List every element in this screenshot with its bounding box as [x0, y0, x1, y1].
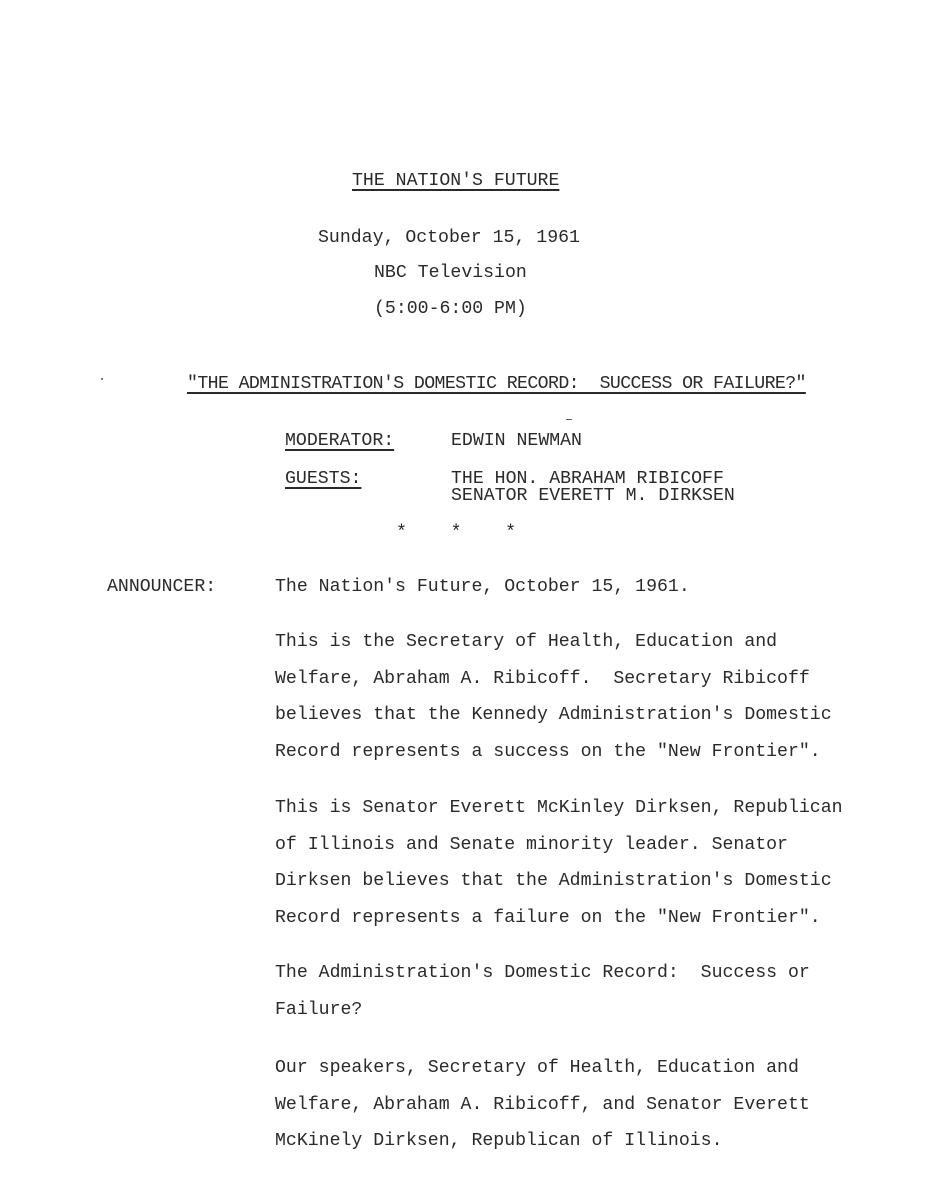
paragraph-line: Record represents a success on the "New Frontier". — [275, 741, 821, 762]
paragraph-line: Welfare, Abraham A. Ribicoff, and Senator Everett — [275, 1094, 810, 1115]
paragraph-line: Welfare, Abraham A. Ribicoff. Secretary Ribicoff — [275, 668, 810, 689]
paragraph-line: believes that the Kennedy Administration's Domestic — [275, 705, 832, 725]
broadcast-date: Sunday, October 15, 1961 — [318, 228, 580, 248]
guests-label: GUESTS: — [285, 469, 362, 489]
program-title: THE NATION'S FUTURE — [352, 171, 560, 191]
transcript-opening-line: The Nation's Future, October 15, 1961. — [275, 577, 690, 597]
moderator-label: MODERATOR: — [285, 431, 395, 451]
guest-name: THE HON. ABRAHAM RIBICOFF — [451, 469, 724, 489]
paragraph-line: The Administration's Domestic Record: Success or — [275, 963, 810, 983]
paragraph-line: This is Senator Everett McKinley Dirksen, Republican — [275, 798, 843, 818]
speaker-label: ANNOUNCER: — [107, 577, 217, 597]
transcript-paragraph — [275, 955, 875, 1028]
guest-name: SENATOR EVERETT M. DIRKSEN — [451, 486, 735, 506]
episode-topic: "THE ADMINISTRATION'S DOMESTIC RECORD: SUCCESS OR FAILURE?" — [187, 374, 806, 394]
paragraph-line: Our speakers, Secretary of Health, Education and — [275, 1058, 799, 1078]
transcript-paragraph — [275, 790, 875, 936]
paragraph-line: McKinely Dirksen, Republican of Illinois. — [275, 1131, 723, 1151]
paragraph-line: Dirksen believes that the Administration's Domestic — [275, 871, 832, 891]
paragraph-line: Record represents a failure on the "New Frontier". — [275, 907, 821, 928]
paragraph-line: of Illinois and Senate minority leader. Senator — [275, 834, 788, 855]
transcript-paragraph — [275, 624, 875, 770]
transcript-paragraph — [275, 1050, 875, 1160]
paragraph-line: This is the Secretary of Health, Education and — [275, 632, 778, 652]
section-separator: * * * — [396, 523, 517, 543]
broadcast-network: NBC Television — [374, 263, 527, 283]
broadcast-time: (5:00-6:00 PM) — [374, 299, 527, 319]
moderator-name: EDWIN NEWMAN — [451, 431, 582, 451]
scan-speck — [101, 378, 103, 380]
scan-speck — [566, 419, 572, 420]
paragraph-line: Failure? — [275, 999, 363, 1020]
